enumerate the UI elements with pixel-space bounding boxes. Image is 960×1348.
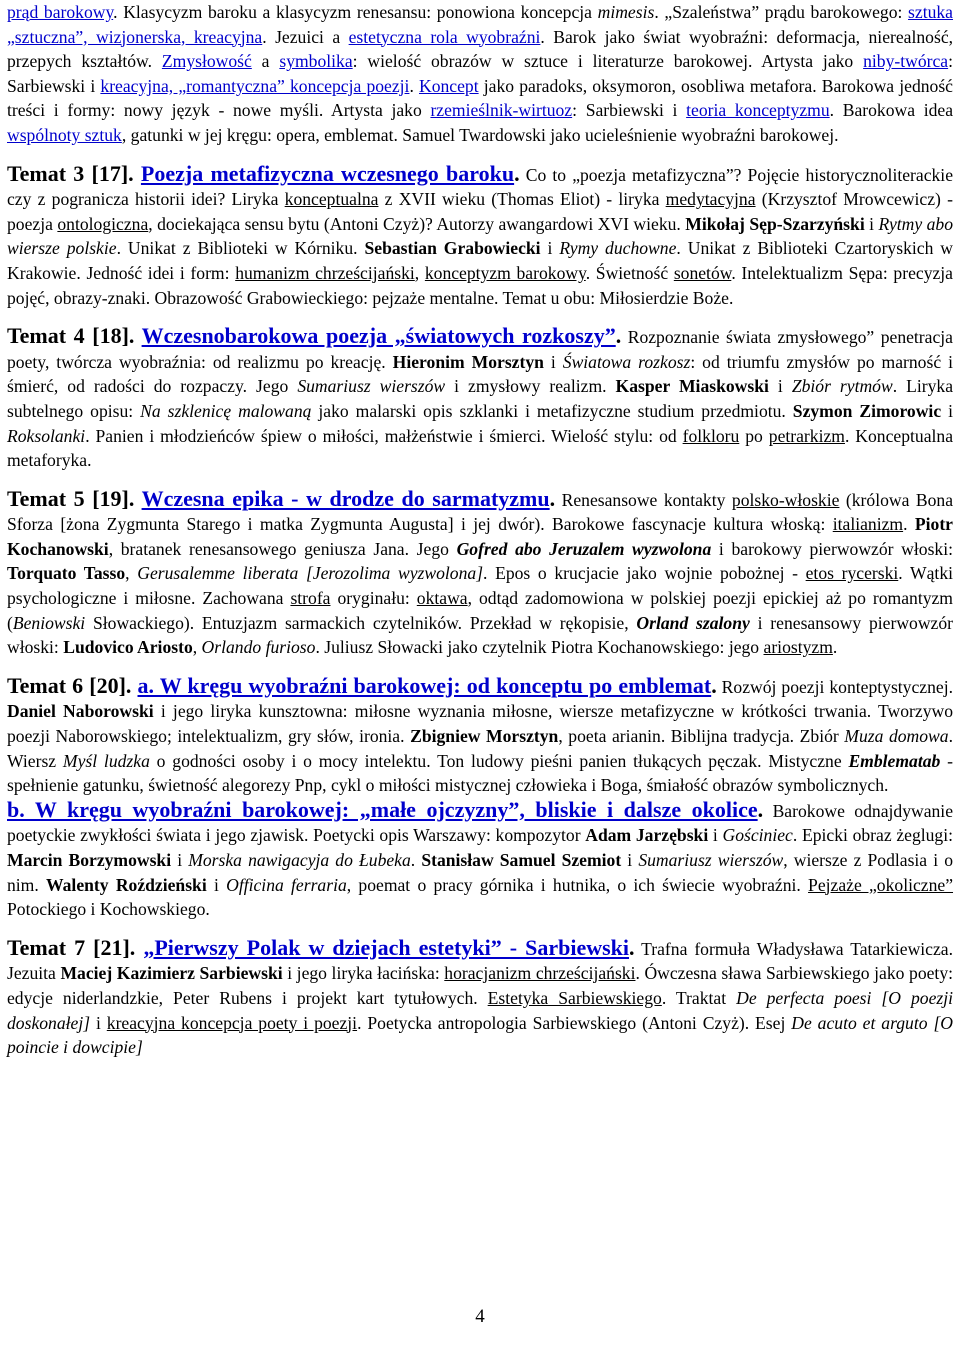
text-run: Barokowe odnajdywanie poetyckie zwykłości świata i jego zjawisk. Poetycki opis Warszawy: kompozytor	[7, 800, 953, 846]
author-name: Walenty Roździeński	[46, 874, 207, 895]
text-run: , bratanek renesansowego geniusza Jana. Jego	[108, 538, 457, 559]
work-title: Rymy duchowne	[559, 238, 677, 259]
underlined-term: konceptualna	[284, 189, 379, 210]
work-title: Muza domowa	[844, 726, 949, 747]
text-run: jako paradoks, oksymoron, osobliwa metafora. Barokowa jedność treści i formy: nowy język - nowe myśli. Artysta jako	[7, 75, 953, 121]
temat-5-paragraph	[7, 487, 953, 660]
work-title: De perfecta poesi [O poezji doskonałej]	[7, 987, 953, 1033]
text-run: (Krzysztof Mrowcewicz) - poezja	[7, 189, 953, 234]
text-run: i renesansowy pierwowzór włoski:	[7, 612, 953, 658]
underlined-term: horacjanizm chrześcijański	[444, 963, 636, 984]
text-run: . „Szaleństwa” prądu barokowego:	[654, 2, 909, 22]
text-run: i	[171, 850, 189, 870]
text-run: ,	[125, 563, 138, 584]
term-link[interactable]: rzemieślnik-wirtuoz	[430, 100, 573, 121]
text-run: - spełnienie gatunku, świetność alegorezy Pnp, cykl o miłości mistycznej człowieka i Boga, śmiałość obrazów symbolicznych.	[7, 750, 953, 796]
work-title-bold: Orland szalony	[636, 612, 750, 633]
work-title: Światowa rozkosz	[562, 351, 691, 372]
work-title: Myśl ludzka	[62, 750, 150, 771]
text-run: , gatunki w jej kręgu: opera, emblemat. Samuel Twardowski jako ucieleśnienie wyobraźni barokowej.	[121, 124, 839, 145]
term-link[interactable]: sztuka „sztuczna”, wizjonerska, kreacyjna	[7, 2, 953, 47]
topic-number: Temat 5 [19].	[7, 485, 142, 511]
underlined-term: medytacyjna	[665, 189, 756, 210]
text-run: (królowa Bona Sforza [żona Zygmunta Starego i matka Zygmunta Augusta] i jej dwór). Barokowe fascynacje kultura włoską:	[7, 489, 954, 535]
term-link[interactable]: teoria konceptyzmu	[686, 100, 830, 121]
work-title: Roksolanki	[7, 425, 86, 446]
text-run: . Juliusz Słowacki jako czytelnik Piotra Kochanowskiego: jego	[315, 637, 764, 658]
term-link[interactable]: niby-twórca	[863, 51, 949, 72]
text-run: . Barok jako świat wyobraźni: deformacja, nierealność, przepych kształtów.	[7, 26, 954, 72]
author-name: Stanisław Samuel Szemiot	[421, 850, 622, 870]
document-body	[7, 0, 953, 1060]
text-run: . Barokowa idea	[829, 100, 954, 121]
text-run: i	[768, 376, 792, 397]
author-name: Sebastian Grabowiecki	[364, 238, 541, 259]
text-run: o godności osoby i o mocy intelektu. Ton ludowy pieśni panien tłukących pęczak. Mistyczne	[149, 750, 849, 771]
term-link[interactable]: kreacyjna, „romantyczna” koncepcja poezji	[100, 75, 410, 96]
topic-heading-link[interactable]: a. W kręgu wyobraźni barokowej: od konceptu po emblemat	[137, 672, 712, 698]
text-run: ,	[414, 262, 425, 283]
text-run: Słowackiego). Entuzjazm sarmackich czytelników. Przekład w rękopisie,	[85, 612, 637, 633]
text-run: Renesansowe kontakty	[555, 489, 732, 510]
underlined-term: Estetyka Sarbiewskiego	[487, 987, 662, 1008]
author-name: Piotr Kochanowski	[7, 514, 953, 559]
topic-number: Temat 7 [21].	[7, 934, 144, 960]
text-run: i	[621, 850, 639, 870]
text-run: . Traktat	[661, 987, 737, 1008]
term-link[interactable]: estetyczna rola wyobraźni	[348, 26, 541, 47]
topic-number: .	[711, 672, 717, 698]
author-name: Daniel Naborowski	[7, 701, 154, 722]
topic-number: Temat 3 [17].	[7, 160, 141, 186]
text-run: . Epos o krucjacie jako wojnie pobożnej -	[483, 563, 806, 584]
work-title: De acuto et arguto [O poincie i dowcipie]	[7, 1012, 953, 1058]
work-title: Zbiór rytmów	[791, 376, 893, 397]
text-run: . Liryka subtelnego opisu:	[7, 376, 954, 421]
work-title: Gościniec	[722, 825, 793, 846]
work-title: Sumariusz wierszów	[638, 850, 784, 870]
text-run: Co to „poezja metafizyczna”? Pojęcie historycznoliterackie czy z pogranicza historii idei? Liryka	[7, 164, 953, 210]
text-run: . Świetność	[585, 262, 674, 283]
topic-heading-link[interactable]: „Pierwszy Polak w dziejach estetyki” - Sarbiewski	[143, 934, 630, 960]
text-run: i jego liryka łacińska:	[282, 963, 445, 984]
temat-4-paragraph	[7, 324, 953, 473]
text-run: i	[864, 213, 879, 234]
underlined-term: kreacyjna koncepcja poety i poezji	[106, 1012, 358, 1033]
paragraph-spacer	[7, 148, 953, 162]
text-run: .	[903, 514, 915, 535]
term-link[interactable]: wspólnoty sztuk	[7, 124, 122, 145]
work-title: Beniowski	[12, 612, 86, 633]
text-run: : od triumfu zmysłów po marność i śmierć, od radości do rozpaczy. Jego	[7, 351, 953, 397]
author-name: Szymon Zimorowic	[792, 400, 942, 421]
author-name: Kasper Miaskowski	[615, 376, 769, 397]
topic-heading-link[interactable]: Wczesnobarokowa poezja „światowych rozkoszy”	[141, 323, 616, 349]
paragraph-spacer	[7, 310, 953, 324]
text-run: . Jezuici a	[262, 26, 349, 47]
text-run: . Intelektualizm Sępa: precyzja pojęć, obrazy-znaki. Obrazowość Grabowieckiego: pejzaże mentalne. Temat u obu: Miłosierdzie Boże.	[7, 262, 953, 308]
underlined-term: Pejzaże „okoliczne”	[808, 874, 954, 895]
text-run: Rozwój poezji konteptystycznej.	[716, 676, 953, 697]
topic-number: .	[615, 323, 622, 349]
text-run: . Unikat z Biblioteki Czartoryskich w Krakowie. Jedność idei i form:	[7, 238, 954, 283]
underlined-term: oktawa	[416, 588, 468, 609]
underlined-term: ontologiczna	[57, 213, 149, 234]
text-run: jako malarski opis szklanki i metafizyczne studium przedmiotu.	[311, 400, 793, 421]
author-name: Hieronim Morsztyn	[392, 351, 544, 372]
text-run: i	[941, 400, 953, 421]
text-run: i	[543, 351, 563, 372]
text-run: . Poetycka antropologia Sarbiewskiego (Antoni Czyż). Esej	[357, 1012, 792, 1033]
underlined-term: strofa	[290, 588, 331, 609]
topic-heading-link[interactable]: Wczesna epika - w drodze do sarmatyzmu	[141, 485, 550, 511]
text-run: .	[832, 637, 838, 658]
text-run: z XVII wieku (Thomas Eliot) - liryka	[378, 189, 666, 210]
underlined-term: etos rycerski	[805, 563, 899, 584]
text-run: a	[251, 51, 280, 72]
text-run: i	[206, 874, 227, 895]
text-run: Trafna formuła Władysława Tatarkiewicza. Jezuita	[7, 938, 953, 984]
text-run: i	[708, 825, 723, 846]
topic-heading-link[interactable]: Poezja metafizyczna wczesnego baroku	[140, 160, 515, 186]
text-run: i	[540, 238, 560, 259]
topic-number: .	[629, 934, 635, 960]
text-run: . Unikat z Biblioteki w Kórniku.	[116, 238, 365, 259]
underlined-term: petrarkizm	[768, 425, 845, 446]
text-run: .	[409, 75, 419, 96]
topic-number: .	[757, 796, 764, 822]
author-name: Ludovico Ariosto	[63, 637, 193, 658]
text-run: , odtąd zadomowiona w polskiej poezji epickiej aż po romantyzm (	[7, 588, 953, 633]
author-name: Mikołaj Sęp-Szarzyński	[685, 213, 865, 234]
text-run: i	[90, 1012, 107, 1033]
topic-number: .	[514, 160, 520, 186]
topic-heading-link[interactable]: b. W kręgu wyobraźni barokowej: „małe ojczyzny”, bliskie i dalsze okolice	[7, 796, 758, 822]
temat-6b-paragraph	[7, 798, 953, 922]
text-run: . Klasycyzm baroku a klasycyzm renesansu: ponowiona koncepcja	[113, 2, 598, 22]
term-link[interactable]: Koncept	[419, 75, 479, 96]
text-run: : Sarbiewski i	[572, 100, 687, 121]
text-run: Rozpoznanie świata zmysłowego” penetracja poety, twórcza wyobraźnia: od realizmu po kreację.	[7, 327, 953, 372]
text-run: i zmysłowy realizm.	[445, 376, 616, 397]
text-run: . Ówczesna sława Sarbiewskiego jako poety: edycje niderlandzkie, Peter Rubens i projekt kart tytułowych.	[7, 963, 954, 1008]
text-run: .	[410, 850, 422, 870]
text-run: oryginału:	[330, 588, 417, 609]
work-title: Officina ferraria	[226, 874, 347, 895]
text-run: . Wątki psychologiczne i miłosne. Zachowana	[7, 563, 954, 609]
underlined-term: folkloru	[682, 425, 740, 446]
topic-number: Temat 6 [20].	[7, 672, 138, 698]
text-run: : wielość obrazów w sztuce i literaturze barokowej. Artysta jako	[352, 51, 864, 72]
author-name: Torquato Tasso	[7, 563, 126, 584]
underlined-term: polsko-włoskie	[731, 489, 840, 510]
work-title-bold: Gofred abo Jeruzalem wyzwolona	[456, 538, 712, 559]
text-run: , wiersze z Podlasia i o nim.	[7, 850, 954, 895]
underlined-term: humanizm chrześcijański	[235, 262, 415, 283]
page-number: 4	[475, 1306, 485, 1327]
text-run: , poemat o pracy górnika i hutnika, o ich świecie wyobraźni.	[346, 874, 809, 895]
work-title-bold: Emblematab	[848, 750, 941, 771]
work-title: Rytmy abo wiersze polskie	[7, 213, 954, 259]
underlined-term: italianizm	[832, 514, 904, 535]
author-name: Maciej Kazimierz Sarbiewski	[60, 963, 283, 984]
paragraph-spacer	[7, 473, 953, 487]
text-run: , poeta arianin. Biblijna tradycja. Zbiór	[558, 726, 845, 747]
text-run: po	[739, 425, 769, 446]
temat-6a-paragraph	[7, 674, 953, 798]
text-run: . Epicki obraz żeglugi:	[792, 825, 954, 846]
author-name: Zbigniew Morsztyn	[410, 726, 559, 747]
underlined-term: sonetów	[673, 262, 732, 283]
topic-number: .	[549, 485, 556, 511]
term-link[interactable]: symbolika	[279, 51, 353, 72]
paragraph-spacer	[7, 660, 953, 674]
text-run: i jego liryka kunsztowna: miłosne wyznania miłosne, wiersze metafizyczne w krótkości trwania. Tworzywo poezji Naborowskiego; intelektualizm, gry słów, ironia.	[7, 701, 954, 747]
text-run: Potockiego i Kochowskiego.	[7, 899, 210, 920]
temat-3-paragraph	[7, 162, 953, 311]
text-run: . Konceptualna metaforyka.	[7, 425, 953, 471]
term-link[interactable]: prąd barokowy	[7, 2, 114, 22]
work-title: Morska nawigacyja do Łubeka	[188, 850, 411, 870]
text-run: , dociekająca sensu bytu (Antoni Czyż)? Autorzy awangardowi XVI wieku.	[148, 213, 686, 234]
text-run: : Sarbiewski i	[7, 51, 953, 96]
work-title: Na szklenicę malowaną	[140, 400, 312, 421]
author-name: Marcin Borzymowski	[7, 850, 172, 870]
paragraph-spacer	[7, 922, 953, 936]
text-run: ,	[192, 637, 202, 658]
work-title: Sumariusz wierszów	[297, 376, 446, 397]
term-link[interactable]: Zmysłowość	[161, 51, 252, 72]
intro-paragraph	[7, 0, 953, 148]
work-title: Gerusalemme liberata [Jerozolima wyzwolona]	[137, 563, 484, 584]
work-title: mimesis	[597, 2, 655, 22]
author-name: Adam Jarzębski	[585, 825, 709, 846]
underlined-term: ariostyzm	[763, 637, 833, 658]
underlined-term: konceptyzm barokowy	[424, 262, 586, 283]
text-run: i barokowy pierwowzór włoski:	[711, 538, 953, 559]
document-page	[7, 0, 953, 1060]
work-title: Orlando furioso	[201, 637, 316, 658]
topic-number: Temat 4 [18].	[7, 323, 142, 349]
text-run: . Panien i młodzieńców śpiew o miłości, małżeństwie i śmierci. Wielość stylu: od	[85, 425, 683, 446]
temat-7-paragraph	[7, 936, 953, 1060]
text-run: . Wiersz	[7, 726, 953, 771]
